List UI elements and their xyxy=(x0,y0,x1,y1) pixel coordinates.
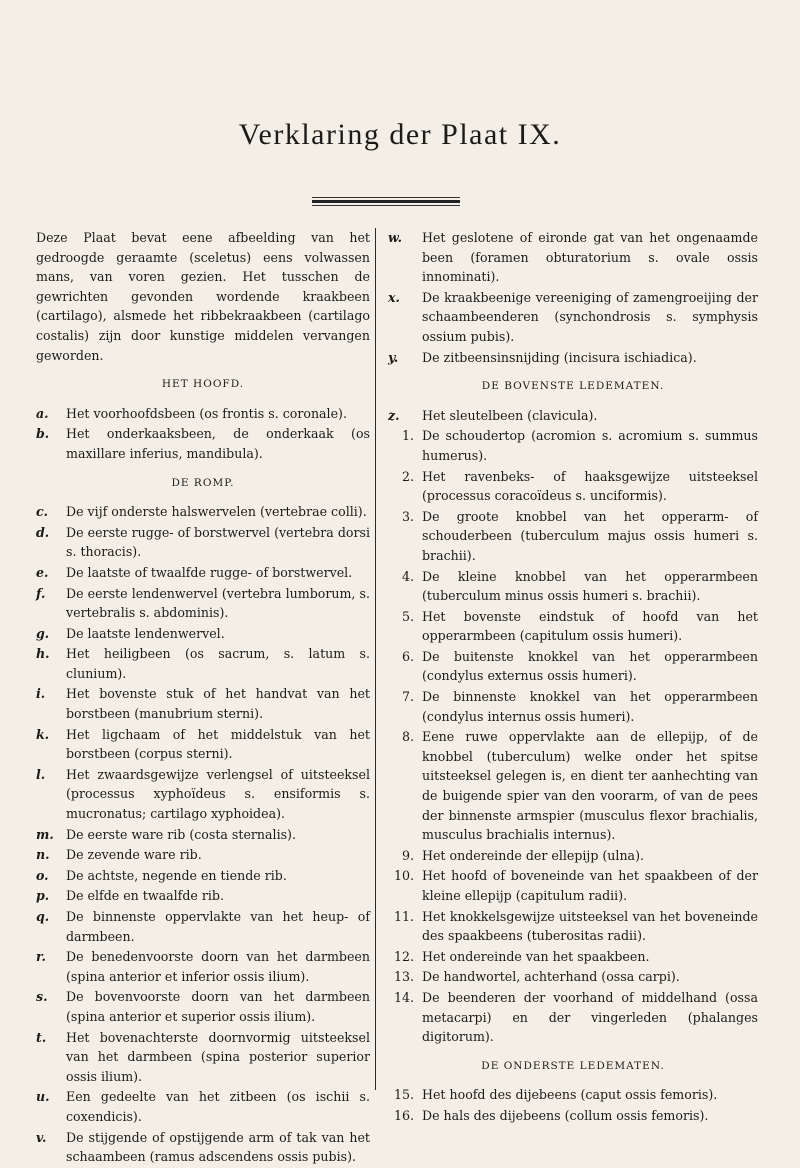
item-key: 10. xyxy=(393,868,414,884)
list-item xyxy=(36,624,370,644)
list-item xyxy=(388,507,758,566)
list-item xyxy=(36,725,370,764)
item-key: 5. xyxy=(401,608,414,624)
item-text: Het zwaardsgewijze verlengsel of uitsteeksel (processus xyphoïdeus s. ensiformis s. mucronatus; cartilago xyphoidea). xyxy=(66,766,370,822)
item-text: De binnenste oppervlakte van het heup- of darmbeen. xyxy=(66,909,370,944)
list-item xyxy=(36,584,370,623)
item-key: i. xyxy=(36,686,46,702)
list-item xyxy=(388,647,758,686)
intro-paragraph: Deze Plaat bevat eene afbeelding van het gedroogde geraamte (sceletus) eens volwassen mans, van voren gezien. Het tusschen de gewrichten gevonden wordende kraakbeen (cartilago), alsmede het ribbekraakbeen (cartilago costalis) zijn door kunstige middelen vervangen geworden. xyxy=(36,230,370,363)
item-key: 14. xyxy=(393,989,414,1005)
item-text: De zitbeensinsnijding (incisura ischiadica). xyxy=(422,349,697,365)
column-divider xyxy=(375,228,376,1090)
item-key: 8. xyxy=(401,729,414,745)
item-key: 6. xyxy=(401,648,414,664)
list-item xyxy=(388,467,758,506)
item-key: r. xyxy=(36,949,46,965)
list-item xyxy=(388,1085,758,1105)
item-text: Het bovenste stuk of het handvat van het borstbeen (manubrium sterni). xyxy=(66,686,370,722)
onder-list xyxy=(388,1085,758,1125)
list-item xyxy=(388,687,758,726)
list-item xyxy=(388,866,758,905)
item-text: De benedenvoorste doorn van het darmbeen (spina anterior et inferior ossis ilium). xyxy=(66,949,370,984)
item-text: Eene ruwe oppervlakte aan de ellepijp, of de knobbel (tuberculum) welke onder het spitse uitsteeksel gelegen is, en dient ter aanhechting van de buigende spier van den voorarm, of van de pees der binnenste armspier (musculus flexor brachialis, musculus brachialis internus). xyxy=(422,729,758,843)
list-item xyxy=(36,644,370,683)
right-column xyxy=(388,228,758,1127)
list-item xyxy=(388,567,758,606)
list-item xyxy=(388,907,758,946)
item-key: 9. xyxy=(401,847,414,863)
item-text: Een gedeelte van het zitbeen (os ischii s. coxendicis). xyxy=(66,1089,370,1124)
list-item xyxy=(36,987,370,1026)
item-text: Het geslotene of eironde gat van het ongenaamde been (foramen obturatorium s. ovale ossis innominati). xyxy=(422,230,758,285)
list-item xyxy=(388,406,758,426)
list-item xyxy=(36,1028,370,1087)
section-heading-romp: DE ROMP. xyxy=(171,476,235,489)
list-item xyxy=(36,523,370,562)
list-item xyxy=(388,228,758,287)
list-item xyxy=(388,967,758,987)
romp-list-right xyxy=(388,228,758,367)
item-text: Het bovenachterste doornvormig uitsteeksel van het darmbeen (spina posterior superior ossis ilium). xyxy=(66,1029,370,1084)
item-key: 13. xyxy=(393,969,414,985)
item-text: De handwortel, achterhand (ossa carpi). xyxy=(422,969,680,985)
item-text: De eerste lendenwervel (vertebra lumborum, s. vertebralis s. abdominis). xyxy=(66,585,370,621)
item-key: 1. xyxy=(401,428,414,444)
item-text: De beenderen der voorhand of middelhand (ossa metacarpi) en der vingerleden (phalanges digitorum). xyxy=(422,989,758,1045)
item-text: De kraakbeenige vereeniging of zamengroeijing der schaambeenderen (synchondrosis s. symphysis ossium pubis). xyxy=(422,289,758,344)
item-text: Het ligchaam of het middelstuk van het borstbeen (corpus sterni). xyxy=(66,726,370,762)
item-text: Het bovenste eindstuk of hoofd van het opperarmbeen (capitulum ossis humeri). xyxy=(422,608,758,644)
list-item xyxy=(36,404,370,424)
item-text: De kleine knobbel van het opperarmbeen (tuberculum minus ossis humeri s. brachii). xyxy=(422,568,758,604)
item-key: l. xyxy=(36,766,46,782)
item-text: De binnenste knokkel van het opperarmbeen (condylus internus ossis humeri). xyxy=(422,689,758,724)
item-key: s. xyxy=(36,989,48,1005)
item-key: u. xyxy=(36,1089,50,1105)
item-text: De vijf onderste halswervelen (vertebrae colli). xyxy=(66,504,367,520)
hoofd-list xyxy=(36,404,370,464)
item-text: Het hoofd of boveneinde van het spaakbeen of der kleine ellepijp (capitulum radii). xyxy=(422,868,758,903)
item-text: De achtste, negende en tiende rib. xyxy=(66,867,287,883)
list-item xyxy=(388,607,758,646)
list-item xyxy=(388,846,758,866)
list-item xyxy=(388,1106,758,1126)
item-key: 12. xyxy=(393,948,414,964)
item-key: 16. xyxy=(393,1107,414,1123)
item-text: Het sleutelbeen (clavicula). xyxy=(422,407,598,423)
section-heading-hoofd: HET HOOFD. xyxy=(161,378,245,391)
list-item xyxy=(36,825,370,845)
item-text: De stijgende of opstijgende arm of tak van het schaambeen (ramus adscendens ossis pubis). xyxy=(66,1129,370,1165)
item-key: k. xyxy=(36,726,50,742)
list-item xyxy=(36,1087,370,1126)
item-text: De groote knobbel van het opperarm- of schouderbeen (tuberculum majus ossis humeri s. brachii). xyxy=(422,508,758,563)
list-item xyxy=(36,886,370,906)
list-item xyxy=(36,866,370,886)
romp-list-left xyxy=(36,502,370,1167)
list-item xyxy=(388,727,758,845)
item-key: d. xyxy=(36,524,50,540)
item-key: 3. xyxy=(401,508,414,524)
item-text: De buitenste knokkel van het opperarmbeen (condylus externus ossis humeri). xyxy=(422,648,758,684)
item-text: Het onderkaaksbeen, de onderkaak (os maxillare inferius, mandibula). xyxy=(66,426,370,461)
item-text: De elfde en twaalfde rib. xyxy=(66,888,224,904)
item-key: q. xyxy=(36,909,50,924)
item-text: Het ondereinde van het spaakbeen. xyxy=(422,948,650,964)
item-text: Het voorhoofdsbeen (os frontis s. coronale). xyxy=(66,405,347,421)
item-key: g. xyxy=(36,625,50,641)
item-text: De eerste rugge- of borstwervel (vertebra dorsi s. thoracis). xyxy=(66,524,370,560)
item-text: Het knokkelsgewijze uitsteeksel van het boveneinde des spaakbeens (tuberositas radii). xyxy=(422,908,758,944)
item-key: 15. xyxy=(393,1087,414,1103)
item-key: m. xyxy=(36,826,54,842)
item-text: De zevende ware rib. xyxy=(66,847,202,863)
item-text: De eerste ware rib (costa sternalis). xyxy=(66,826,296,842)
item-key: e. xyxy=(36,564,49,580)
item-key: t. xyxy=(36,1029,47,1045)
list-item xyxy=(36,765,370,824)
item-key: x. xyxy=(388,289,400,305)
item-key: h. xyxy=(36,646,50,662)
list-item xyxy=(388,988,758,1047)
list-item xyxy=(36,1128,370,1167)
item-text: Het ravenbeks- of haaksgewijze uitsteeksel (processus coracoïdeus s. unciformis). xyxy=(422,468,758,504)
list-item xyxy=(36,907,370,946)
boven-list xyxy=(388,406,758,1047)
item-key: 2. xyxy=(401,468,414,484)
item-key: z. xyxy=(388,407,400,423)
item-key: f. xyxy=(36,585,46,601)
page-title: Verklaring der Plaat IX. xyxy=(238,118,562,151)
item-key: y. xyxy=(388,349,399,365)
item-key: 4. xyxy=(401,568,414,584)
item-text: De hals des dijebeens (collum ossis femoris). xyxy=(422,1107,709,1123)
list-item xyxy=(36,845,370,865)
item-key: c. xyxy=(36,504,49,520)
section-heading-bovenste: DE BOVENSTE LEDEMATEN. xyxy=(481,380,665,393)
list-item xyxy=(388,348,758,368)
item-key: o. xyxy=(36,867,49,883)
list-item xyxy=(36,502,370,522)
item-key: n. xyxy=(36,847,50,863)
item-text: Het heiligbeen (os sacrum, s. latum s. clunium). xyxy=(66,646,370,681)
item-text: Het ondereinde der ellepijp (ulna). xyxy=(422,847,644,863)
item-key: w. xyxy=(388,230,402,245)
list-item xyxy=(388,947,758,967)
list-item xyxy=(36,424,370,463)
list-item xyxy=(388,288,758,347)
item-key: b. xyxy=(36,426,50,442)
item-text: De laatste lendenwervel. xyxy=(66,625,225,641)
list-item xyxy=(36,947,370,986)
item-key: 7. xyxy=(401,689,414,705)
item-key: 11. xyxy=(393,908,414,924)
section-heading-onderste: DE ONDERSTE LEDEMATEN. xyxy=(481,1059,665,1072)
item-key: p. xyxy=(36,888,50,904)
list-item xyxy=(388,426,758,465)
list-item xyxy=(36,684,370,723)
item-text: De bovenvoorste doorn van het darmbeen (spina anterior et superior ossis ilium). xyxy=(66,989,370,1024)
item-key: v. xyxy=(36,1129,47,1145)
list-item xyxy=(36,563,370,583)
item-text: Het hoofd des dijebeens (caput ossis femoris). xyxy=(422,1087,718,1103)
item-text: De laatste of twaalfde rugge- of borstwervel. xyxy=(66,564,353,580)
item-text: De schoudertop (acromion s. acromium s. summus humerus). xyxy=(422,428,758,463)
title-rule xyxy=(312,197,460,206)
item-key: a. xyxy=(36,405,49,421)
left-column xyxy=(36,228,370,1168)
